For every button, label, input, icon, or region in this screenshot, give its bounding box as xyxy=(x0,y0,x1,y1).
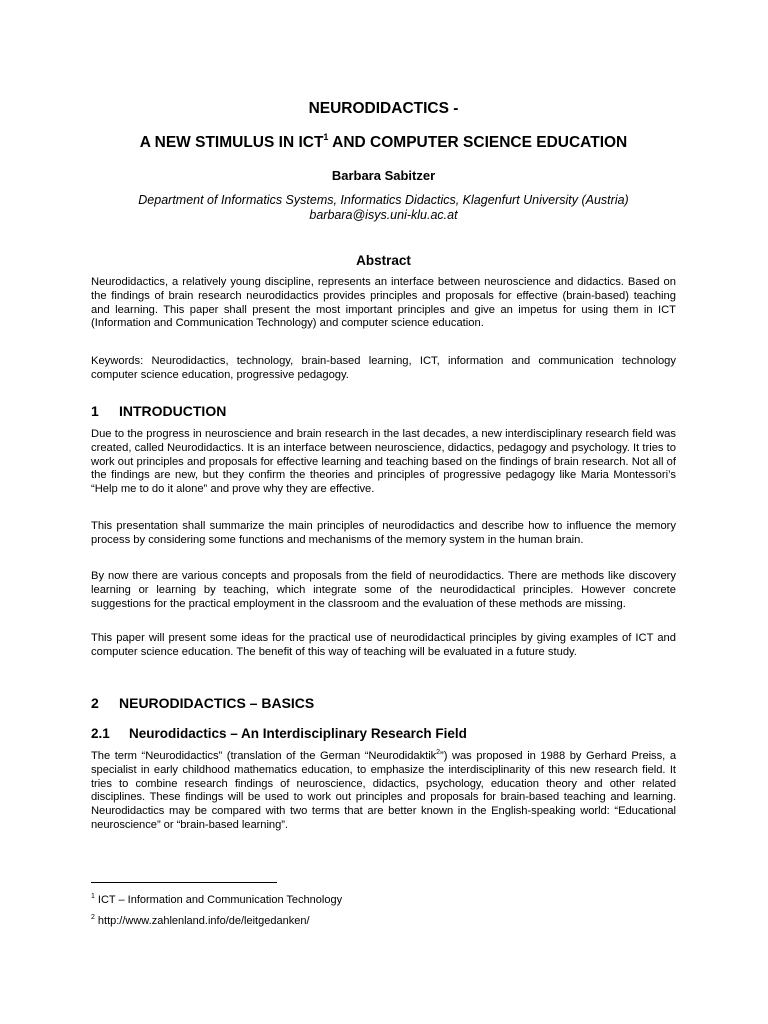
author-affiliation xyxy=(91,193,676,223)
author-email: barbara@isys.uni-klu.ac.at xyxy=(309,208,458,222)
footnote-2-link[interactable]: http://www.zahlenland.info/de/leitgedanken/ xyxy=(97,915,310,927)
title-line2-end: AND COMPUTER SCIENCE EDUCATION xyxy=(328,134,628,151)
footnote-2-mark: 2 xyxy=(91,914,95,921)
section-2-1-heading xyxy=(91,726,467,741)
affiliation-text: Department of Informatics Systems, Informatics Didactics, Klagenfurt University (Austria) xyxy=(138,193,629,207)
footnote-1-mark: 1 xyxy=(91,893,95,900)
section-2-1-number: 2.1 xyxy=(91,726,110,741)
section-1-number: 1 xyxy=(91,403,99,419)
intro-paragraph-1: Due to the progress in neuroscience and brain research in the last decades, a new interdisciplinary research field was created, called Neurodidactics. It is an interface between neuroscience, didactics, pedagogy and psychology. It tries to work out principles and proposals for effective learning and teaching based on the findings of brain research. Not all of the findings are new, but they confirm the theories and principles of progressive pedagogy like Maria Montessori’s “Help me to do it alone” and prove why they are effective. xyxy=(91,428,676,496)
section-2-1-paragraph xyxy=(91,750,676,833)
abstract-text: Neurodidactics, a relatively young discipline, represents an interface between neuroscience and didactics. Based on the findings of brain research neurodidactics provides principles and proposals for effective (brain-based) teaching and learning. This paper shall present the most important principles and give an impetus for using them in ICT (Information and Communication Technology) and computer science education. xyxy=(91,276,676,330)
section-2-number: 2 xyxy=(91,695,99,711)
abstract-heading: Abstract xyxy=(356,253,411,268)
paper-title-line2 xyxy=(91,134,676,152)
section-1-heading xyxy=(91,403,226,419)
section-2-1-text-start: The term “Neurodidactics” (translation of the German “Neurodidaktik xyxy=(91,750,437,762)
intro-paragraph-2: This presentation shall summarize the main principles of neurodidactics and describe how to influence the memory process by considering some functions and mechanisms of the memory system in the human brain. xyxy=(91,520,676,546)
section-2-1-title: Neurodidactics – An Interdisciplinary Research Field xyxy=(129,726,467,741)
author-name: Barbara Sabitzer xyxy=(331,168,436,183)
section-2-1-text-end: ”) was proposed in 1988 by Gerhard Preiss, a specialist in early childhood mathematics education, to emphasize the interdisciplinarity of this new research field. It tries to combine research findings of neuroscience, didactics, psychology, education theory and other related disciplines. These findings will be used to work out principles and proposals for brain-based teaching and learning. Neurodidactics may be compared with two terms that are better known in the English-speaking world: “Educational neuroscience” or “brain-based learning”. xyxy=(91,750,676,831)
section-1-title: INTRODUCTION xyxy=(119,403,227,419)
footnote-1-text: ICT – Information and Communication Technology xyxy=(97,894,343,906)
title-line2-start: A NEW STIMULUS IN ICT xyxy=(139,134,324,151)
footnote-ref-2: 2 xyxy=(436,749,441,756)
section-2-heading xyxy=(91,695,314,711)
footnote-ref-1: 1 xyxy=(323,132,329,142)
keywords-text: Keywords: Neurodidactics, technology, brain-based learning, ICT, information and communication technology computer science education, progressive pedagogy. xyxy=(91,355,676,381)
footnote-1 xyxy=(91,894,342,906)
paper-title-line1: NEURODIDACTICS - xyxy=(308,100,459,117)
intro-paragraph-3: By now there are various concepts and proposals from the field of neurodidactics. There are methods like discovery learning or learning by teaching, which integrate some of the neurodidactical principles. However concrete suggestions for the practical employment in the classroom and the evaluation of these methods are missing. xyxy=(91,570,676,610)
intro-paragraph-4: This paper will present some ideas for the practical use of neurodidactical principles by giving examples of ICT and computer science education. The benefit of this way of teaching will be evaluated in a future study. xyxy=(91,632,676,658)
section-2-title: NEURODIDACTICS – BASICS xyxy=(119,695,315,711)
footnote-2 xyxy=(91,915,310,927)
footnote-divider xyxy=(91,882,277,883)
